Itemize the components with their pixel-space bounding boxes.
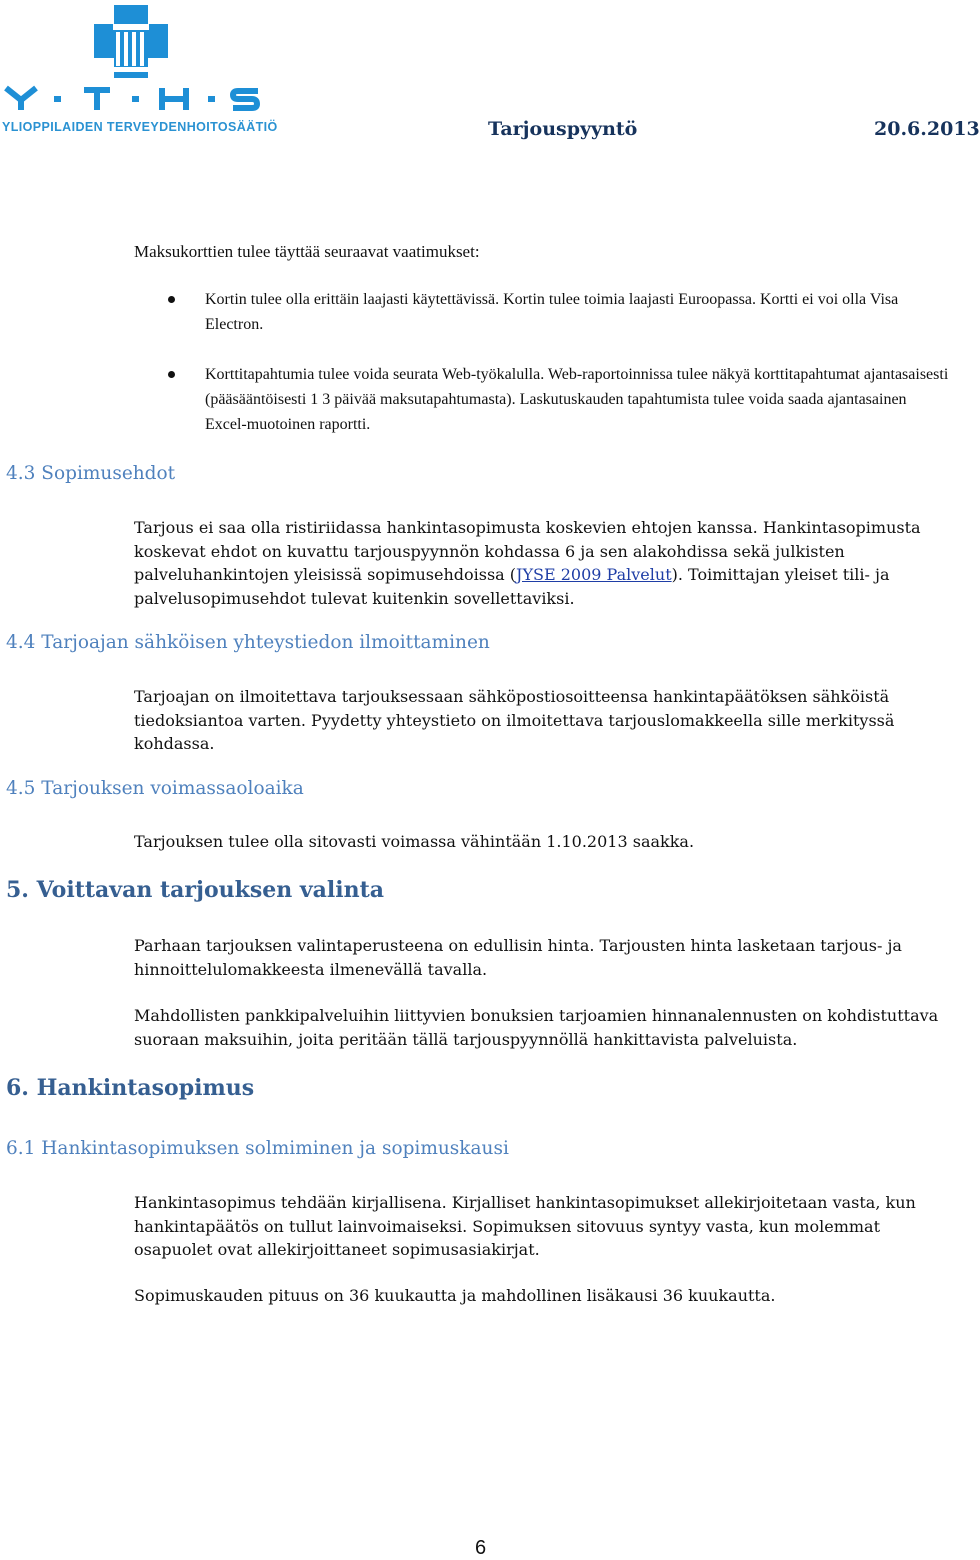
bullet-item: Korttitapahtumia tulee voida seurata Web-työkalulla. Web-raportoinnissa tulee näkyä korttitapahtumat ajantasaisesti (pääsääntöisesti 1 3 päivää maksutapahtumasta). Laskutuskauden tapahtumista tulee voida saada ajantasainen Excel-muotoinen raportti. <box>205 366 949 433</box>
section-heading-6-1: 6.1 Hankintasopimuksen solmiminen ja sopimuskausi <box>6 1138 509 1159</box>
bullet-item: Kortin tulee olla erittäin laajasti käytettävissä. Kortin tulee toimia laajasti Euroopassa. Kortti ei voi olla Visa Electron. <box>205 291 899 333</box>
bullet-dot-icon <box>168 371 175 378</box>
document-title: Tarjouspyyntö <box>488 118 638 140</box>
section-text-4-4: Tarjoajan on ilmoitettava tarjouksessaan sähköpostiosoitteensa hankintapäätöksen sähköistä tiedoksiantoa varten. Pyydetty yhteystieto on ilmoitettava tarjouslomakkeella sille merkityssä kohdassa. <box>134 687 895 753</box>
text-segment: Tarjous ei saa olla ristiriidassa hankintasopimusta koskevien ehtojen kanssa. Hankintasopimusta koskevat ehdot on kuvattu tarjouspyynnön kohdassa 6 ja sen alakohdissa sekä julkisten palveluhankintojen yleisissä sopimusehdoissa ( <box>134 518 921 584</box>
section-heading-6: 6. Hankintasopimus <box>6 1075 255 1101</box>
section-heading-4-4: 4.4 Tarjoajan sähköisen yhteystiedon ilmoittaminen <box>6 632 490 653</box>
jyse-link[interactable]: JYSE 2009 Palvelut <box>516 565 672 584</box>
bullet-dot-icon <box>168 296 175 303</box>
section-text-5-p2: Mahdollisten pankkipalveluihin liittyvien bonuksien tarjoamien hinnanalennusten on kohdistuttava suoraan maksuihin, joita peritään tällä tarjouspyynnöllä hankittavista palveluista. <box>134 1006 939 1049</box>
section-text-4-3 <box>134 516 952 610</box>
yths-logo <box>0 0 278 142</box>
page-number: 6 <box>475 1537 487 1559</box>
logo-cross-pillar-icon <box>0 0 270 118</box>
section-heading-5: 5. Voittavan tarjouksen valinta <box>6 877 385 903</box>
section-text-6-1-p1: Hankintasopimus tehdään kirjallisena. Kirjalliset hankintasopimukset allekirjoitetaan vasta, kun hankintapäätös on tullut lainvoimaiseksi. Sopimuksen sitovuus syntyy vasta, kun molemmat osapuolet ovat allekirjoittaneet sopimusasiakirjat. <box>134 1193 916 1259</box>
logo-subtitle: YLIOPPILAIDEN TERVEYDENHOITOSÄÄTIÖ <box>2 120 278 134</box>
section-text-5-p1: Parhaan tarjouksen valintaperusteena on edullisin hinta. Tarjousten hinta lasketaan tarjous- ja hinnoittelulomakkeesta ilmenevällä tavalla. <box>134 936 902 979</box>
section-text-4-5: Tarjouksen tulee olla sitovasti voimassa vähintään 1.10.2013 saakka. <box>134 832 695 851</box>
intro-text: Maksukorttien tulee täyttää seuraavat vaatimukset: <box>134 242 480 261</box>
text-segment: ). Toimittajan yleiset tili- ja palvelusopimusehdot tulevat kuitenkin sovellettaviksi. <box>134 565 890 608</box>
document-date: 20.6.2013 <box>874 118 980 140</box>
section-heading-4-3: 4.3 Sopimusehdot <box>6 463 176 484</box>
section-heading-4-5: 4.5 Tarjouksen voimassaoloaika <box>6 778 304 799</box>
section-text-6-1-p2: Sopimuskauden pituus on 36 kuukautta ja mahdollinen lisäkausi 36 kuukautta. <box>134 1286 776 1305</box>
